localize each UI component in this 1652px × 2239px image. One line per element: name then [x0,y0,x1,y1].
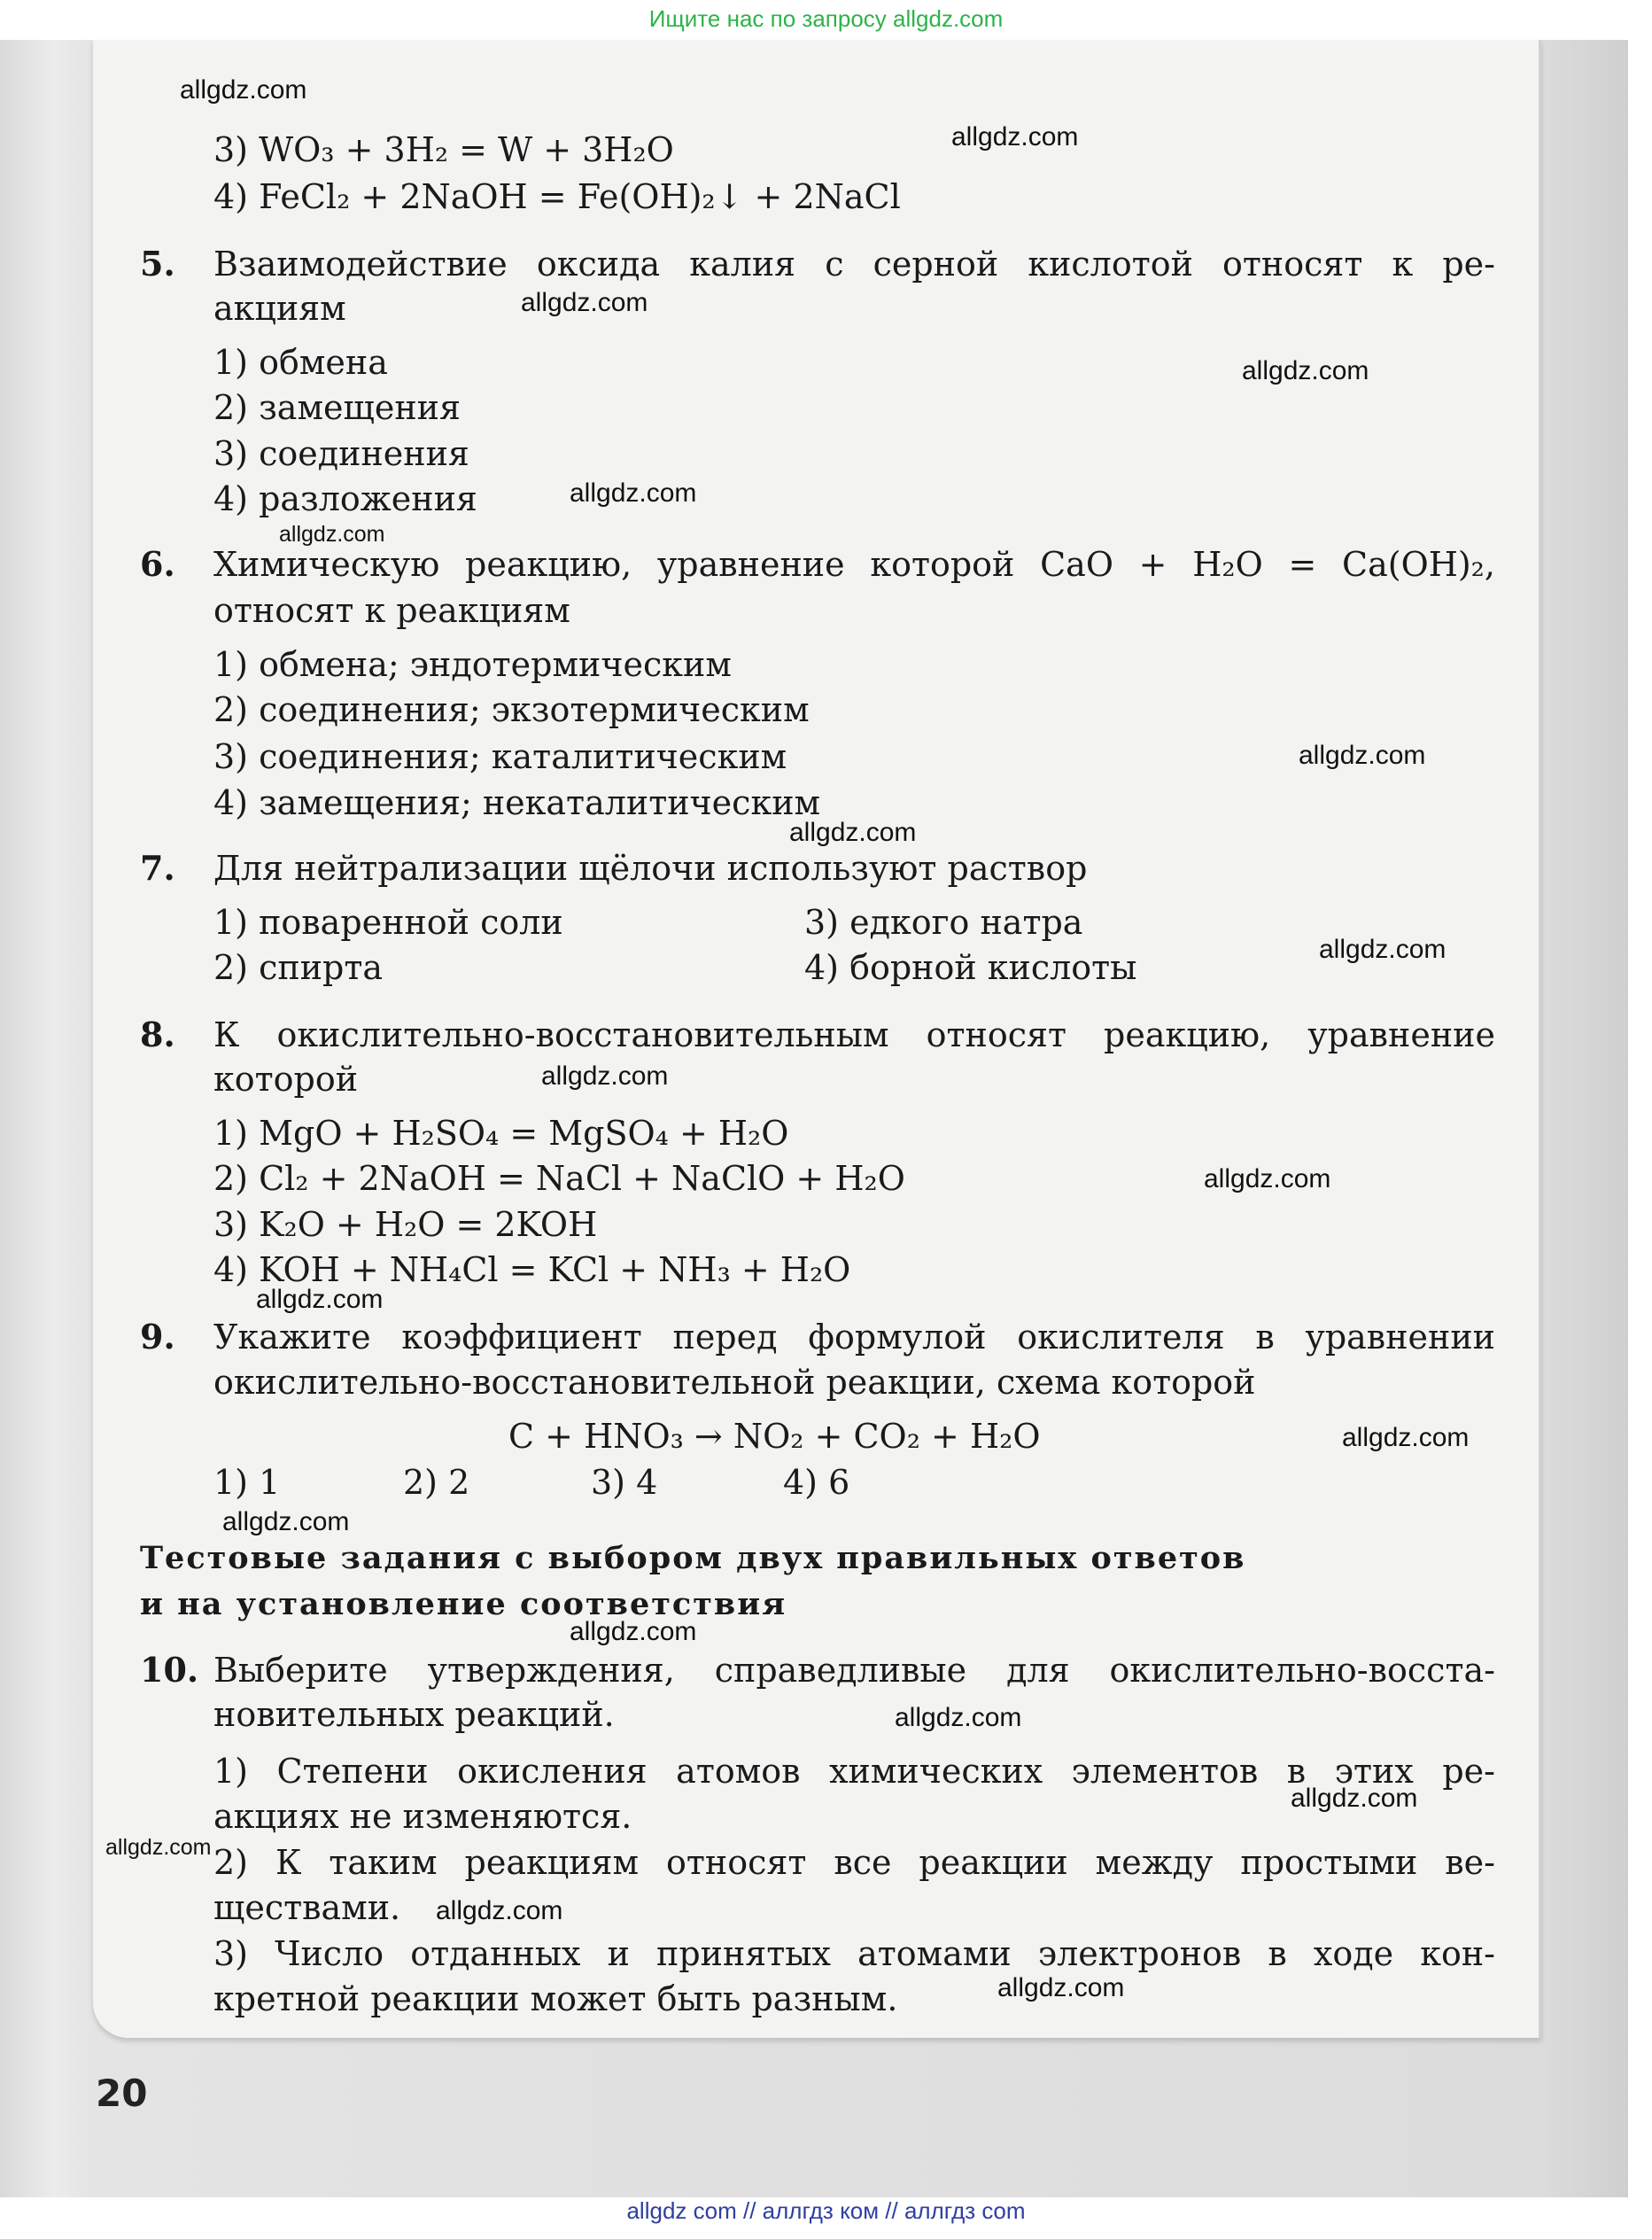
q10-option-1: 1) Степени окисления атомов химических элементов в этих ре- [213,1752,1495,1791]
watermark: allgdz.com [1342,1423,1470,1452]
top-banner: Ищите нас по запросу allgdz.com [648,5,1004,32]
watermark: allgdz.com [1299,741,1426,770]
q6-option: 3) соединения; каталитическим [213,737,787,776]
watermark: allgdz.com [1291,1784,1418,1813]
q7-option: 3) едкого натра [804,903,1083,942]
q5-text-cont: акциям [213,289,346,328]
section-heading-cont: и на установление соответствия [140,1586,787,1622]
q9-number: 9. [140,1317,175,1357]
watermark: allgdz.com [541,1061,669,1091]
footer-links: allgdz com // аллгдз ком // аллгдз com [626,2197,1026,2224]
q10-option-2-cont: ществами. [213,1888,401,1927]
q6-option: 4) замещения; некаталитическим [213,783,821,822]
watermark: allgdz.com [570,478,697,508]
section-heading: Тестовые задания с выбором двух правильных ответов [140,1540,1246,1576]
q9-text-cont: окислительно-восстановительной реакции, схема которой [213,1363,1256,1402]
q6-number: 6. [140,544,175,584]
q7-option: 1) поваренной соли [213,903,563,942]
watermark: allgdz.com [1242,356,1369,385]
q5-option: 1) обмена [213,343,388,382]
watermark: allgdz.com [570,1617,697,1646]
q8-option: 2) Cl₂ + 2NaOH = NaCl + NaClO + H₂O [213,1159,905,1198]
q10-option-1-cont: акциях не изменяются. [213,1797,632,1836]
q9-equation: C + HNO₃ → NO₂ + CO₂ + H₂O [508,1417,1041,1456]
q6-option: 2) соединения; экзотермическим [213,690,810,729]
q8-text: К окислительно-восстановительным относят реакцию, уравнение [213,1015,1495,1054]
watermark: allgdz.com [105,1835,212,1860]
q5-text: Взаимодействие оксида калия с серной кислотой относят к ре- [213,245,1495,284]
q8-option: 1) MgO + H₂SO₄ = MgSO₄ + H₂O [213,1114,789,1153]
q4-option-4: 4) FeCl₂ + 2NaOH = Fe(OH)₂↓ + 2NaCl [213,177,901,216]
q7-option: 2) спирта [213,948,384,987]
q9-option: 2) 2 [403,1463,470,1502]
watermark: allgdz.com [222,1507,350,1536]
q7-text: Для нейтрализации щёлочи используют раствор [213,849,1088,888]
q9-option: 4) 6 [783,1463,850,1502]
q4-option-3: 3) WO₃ + 3H₂ = W + 3H₂O [213,130,674,169]
q9-text: Укажите коэффициент перед формулой окислителя в уравнении [213,1318,1495,1357]
watermark: allgdz.com [1319,935,1446,964]
q8-option: 4) KOH + NH₄Cl = KCl + NH₃ + H₂O [213,1250,851,1289]
watermark: allgdz.com [1204,1164,1331,1193]
q6-text-cont: относят к реакциям [213,591,570,630]
watermark: allgdz.com [789,818,917,847]
q10-text: Выберите утверждения, справедливые для окислительно-восста- [213,1651,1495,1690]
watermark: allgdz.com [895,1703,1022,1732]
q8-text-cont: которой [213,1060,359,1099]
q10-option-3: 3) Число отданных и принятых атомами электронов в ходе кон- [213,1934,1495,1973]
q5-number: 5. [140,244,175,284]
q5-option: 3) соединения [213,434,469,473]
watermark: allgdz.com [279,522,385,547]
q10-option-2: 2) К таким реакциям относят все реакции между простыми ве- [213,1843,1495,1882]
q10-number: 10. [140,1650,199,1690]
q10-text-cont: новительных реакций. [213,1695,615,1734]
q6-option: 1) обмена; эндотермическим [213,645,732,684]
q5-option: 4) разложения [213,479,477,518]
watermark: allgdz.com [951,122,1079,152]
watermark: allgdz.com [997,1973,1125,2002]
q9-option: 1) 1 [213,1463,281,1502]
q6-text: Химическую реакцию, уравнение которой CaO + H₂O = Ca(OH)₂, [213,545,1495,584]
watermark: allgdz.com [521,288,648,317]
watermark: allgdz.com [180,75,307,105]
page-number: 20 [96,2072,148,2115]
q8-option: 3) K₂O + H₂O = 2KOH [213,1205,598,1244]
q10-option-3-cont: кретной реакции может быть разным. [213,1979,898,2018]
q9-option: 3) 4 [591,1463,658,1502]
q7-number: 7. [140,848,175,888]
q8-number: 8. [140,1015,175,1054]
watermark: allgdz.com [256,1285,384,1314]
q5-option: 2) замещения [213,388,461,427]
watermark: allgdz.com [436,1896,563,1925]
q7-option: 4) борной кислоты [804,948,1137,987]
